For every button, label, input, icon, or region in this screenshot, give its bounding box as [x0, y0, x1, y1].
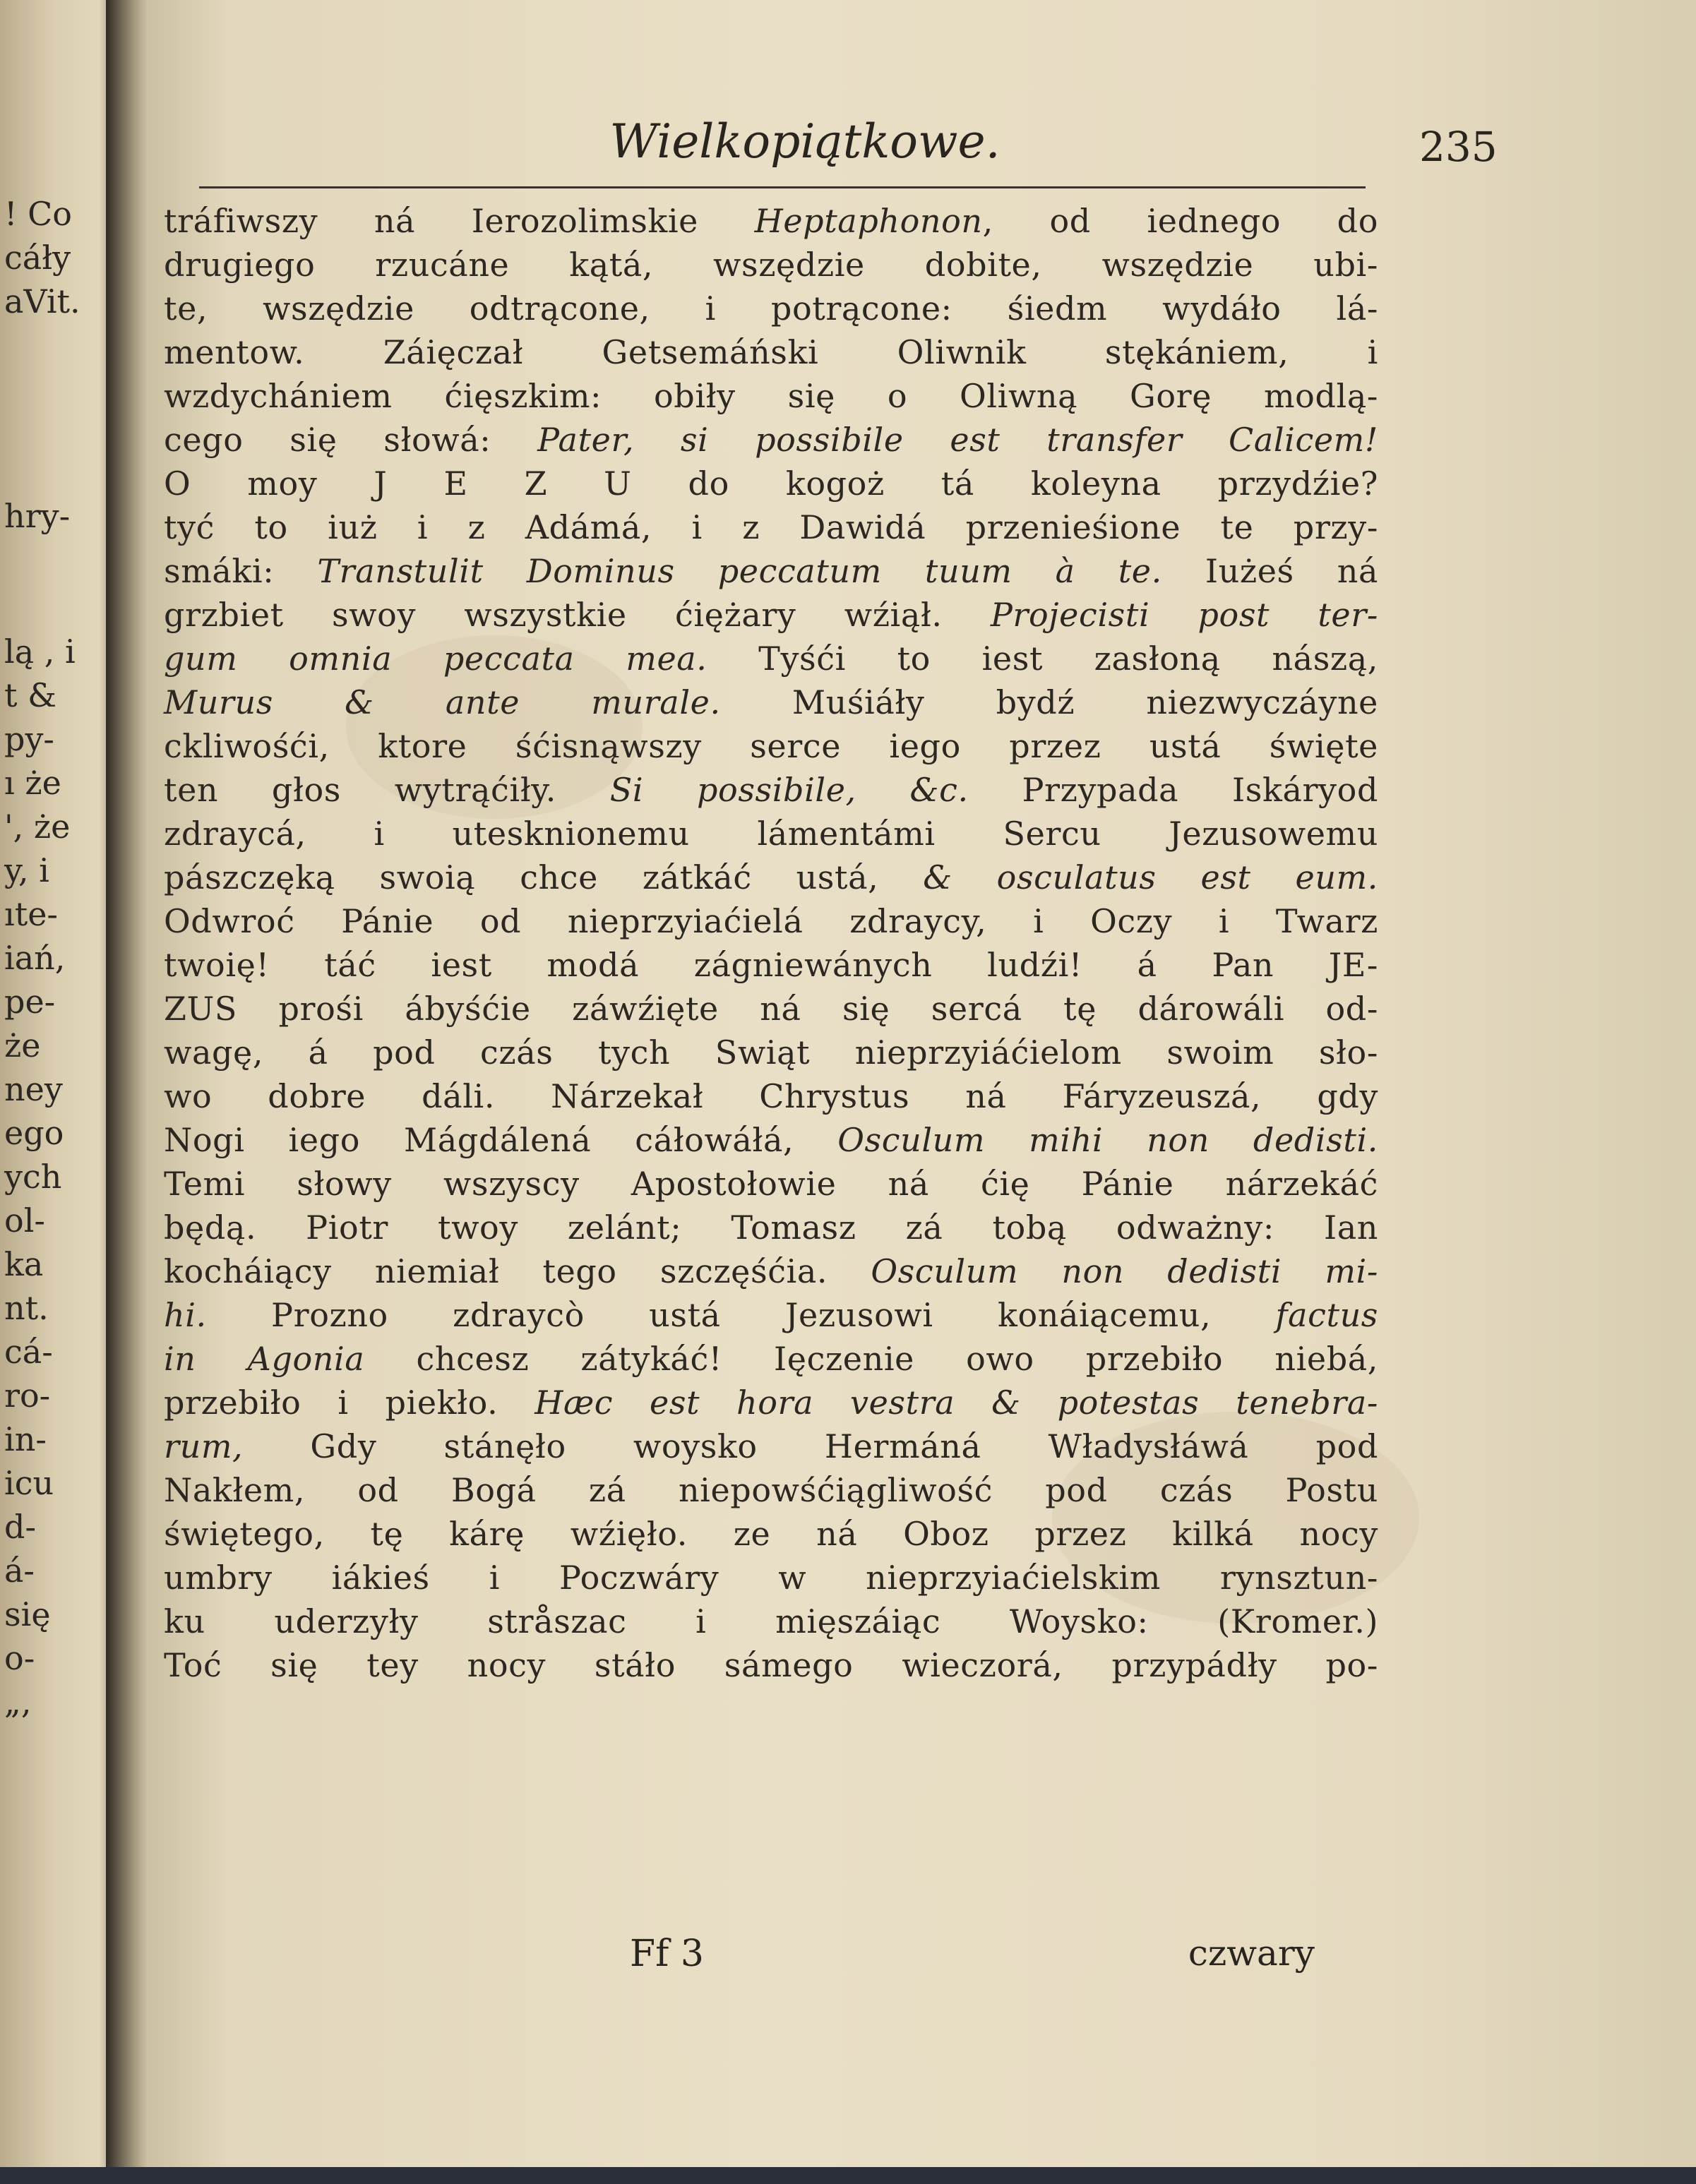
text-run: Tyśći to iest zasłoną nászą,	[707, 640, 1378, 678]
left-page-fragment-line: lą , i	[4, 632, 76, 671]
latin-quote: gum omnia peccata mea.	[164, 640, 707, 678]
text-run: wzdychániem ćięszkim: obiły się o Oliwną Gorę modlą-	[164, 377, 1378, 415]
left-page-fragment-line: ka	[4, 1245, 44, 1283]
text-run: ku uderzyły stråszac i mięszáiąc Woysko: (Kromer.)	[164, 1602, 1378, 1640]
latin-quote: factus	[1275, 1296, 1378, 1334]
left-page-fragment-line: ych	[4, 1158, 62, 1196]
text-run: smáki:	[164, 552, 318, 590]
left-page-fragment-line: ıte-	[4, 895, 58, 933]
left-page-fragment-line: o-	[4, 1639, 35, 1677]
text-line	[164, 593, 1378, 637]
running-header: Wielkopiątkowe.	[609, 114, 1001, 169]
left-page-fragment-line: y, i	[4, 851, 49, 889]
text-run: , od iednego do	[982, 202, 1379, 240]
text-line	[164, 505, 1378, 549]
text-run: grzbiet swoy wszystkie ćiężary wźiął.	[164, 596, 991, 634]
text-line	[164, 462, 1378, 505]
left-page-fragment-line: ego	[4, 1114, 64, 1152]
left-page-fragment-line: ı że	[4, 764, 61, 802]
header-rule	[199, 186, 1366, 188]
text-run: O moy J E Z U do kogoż tá koleyna przydźie?	[164, 464, 1378, 503]
text-line	[164, 812, 1378, 856]
latin-quote: Osculum mihi non dedisti.	[837, 1121, 1378, 1159]
latin-quote: Pater, si possibile est transfer Calicem!	[537, 421, 1378, 459]
left-page-fragment-line: á-	[4, 1552, 35, 1590]
text-run: Prozno zdraycò ustá Jezusowi konáiącemu,	[206, 1296, 1276, 1334]
text-run: Nogi iego Mágdálená cáłowáłá,	[164, 1121, 838, 1159]
latin-quote: Transtulit Dominus peccatum tuum à te.	[317, 552, 1162, 590]
latin-quote: Murus & ante murale.	[164, 683, 721, 721]
left-page-fragment-line: hry-	[4, 497, 71, 535]
left-page-fragment-line: t &	[4, 676, 57, 714]
footer-row	[164, 1933, 1378, 1982]
text-run: wo dobre dáli. Nárzekał Chrystus ná Fáryzeuszá, gdy	[164, 1077, 1378, 1115]
left-page-fragment-line: in-	[4, 1420, 47, 1458]
left-page-fragment-line: cáły	[4, 239, 71, 277]
latin-quote: Heptaphonon	[754, 202, 983, 240]
text-run: Temi słowy wszyscy Apostołowie ná ćię Pánie nárzekáć	[164, 1165, 1378, 1203]
left-page-fragment-line: cá-	[4, 1333, 53, 1371]
text-run: Odwroć Pánie od nieprzyiaćielá zdraycy, i Oczy i Twarz	[164, 902, 1378, 940]
text-run: ZUS prośi ábyśćie záwźięte ná się sercá tę dárowáli od-	[164, 990, 1378, 1028]
text-line	[164, 1118, 1378, 1162]
left-page-fragment-line: ro-	[4, 1376, 51, 1415]
left-page-fragment-line: icu	[4, 1464, 54, 1502]
left-page-fragment-line: że	[4, 1026, 41, 1064]
text-line	[164, 1293, 1378, 1337]
text-run: Nakłem, od Bogá zá niepowśćiągliwość pod czás Postu	[164, 1471, 1378, 1509]
text-run: ckliwośći, ktore śćisnąwszy serce iego przez ustá święte	[164, 727, 1378, 765]
text-run: zdraycá, i utesknionemu lámentámi Sercu Jezusowemu	[164, 815, 1378, 853]
latin-quote: Osculum non dedisti mi-	[871, 1252, 1378, 1290]
text-line	[164, 1074, 1378, 1118]
text-run: Iużeś ná	[1161, 552, 1378, 590]
text-line	[164, 287, 1378, 330]
body-text	[164, 199, 1378, 1687]
text-line	[164, 418, 1378, 462]
text-line	[164, 856, 1378, 899]
text-run: świętego, tę kárę wźięło. ze ná Oboz przez kilká nocy	[164, 1515, 1378, 1553]
text-line	[164, 1381, 1378, 1424]
latin-quote: in Agonia	[164, 1340, 365, 1378]
text-line	[164, 330, 1378, 374]
text-run: drugiego rzucáne kątá, wszędzie dobite, wszędzie ubi-	[164, 246, 1378, 284]
latin-quote: Hæc est hora vestra & potestas tenebra-	[535, 1384, 1378, 1422]
latin-quote: Si possibile, &c.	[609, 771, 969, 809]
latin-quote: hi.	[164, 1296, 207, 1334]
text-line	[164, 1643, 1378, 1687]
catchword: czwary	[1188, 1933, 1315, 1974]
left-page-fragment-line: ney	[4, 1070, 63, 1108]
text-line	[164, 899, 1378, 943]
latin-quote: & osculatus est eum.	[923, 858, 1378, 896]
left-page-fragment-line: aVit.	[4, 282, 80, 320]
text-line	[164, 1512, 1378, 1556]
text-run: tráfiwszy ná Ierozolimskie	[164, 202, 755, 240]
latin-quote: rum,	[164, 1427, 244, 1465]
left-page-fragment-line: iań,	[4, 939, 66, 977]
left-page-fragment-line: ', że	[4, 808, 71, 846]
left-page-fragment-line: nt.	[4, 1289, 49, 1327]
left-page-fragment-line: ! Co	[4, 195, 72, 233]
text-line	[164, 1162, 1378, 1206]
text-line	[164, 1556, 1378, 1600]
text-run: wagę, á pod czás tych Swiąt nieprzyiáćielom swoim sło-	[164, 1033, 1378, 1072]
text-line	[164, 637, 1378, 680]
text-run: chcesz zátykáć! Ięczenie owo przebiło niebá,	[364, 1340, 1378, 1378]
text-run: Muśiáły bydź niezwyczáyne	[720, 683, 1378, 721]
text-line	[164, 549, 1378, 593]
text-line	[164, 768, 1378, 812]
text-run: te, wszędzie odtrącone, i potrącone: śiedm wydáło lá-	[164, 289, 1378, 328]
page-number: 235	[1419, 123, 1498, 171]
text-line	[164, 1468, 1378, 1512]
text-line	[164, 1249, 1378, 1293]
text-run: przebiło i piekło.	[164, 1384, 535, 1422]
signature-mark: Ff 3	[630, 1933, 704, 1975]
text-run: będą. Piotr twoy zelánt; Tomasz zá tobą odważny: Ian	[164, 1208, 1378, 1247]
text-line	[164, 680, 1378, 724]
text-run: umbry iákieś i Poczwáry w nieprzyiaćielskim rynsztun-	[164, 1559, 1378, 1597]
text-line	[164, 943, 1378, 987]
text-run: mentow. Záięczał Getsemáński Oliwnik stękániem, i	[164, 333, 1378, 371]
text-run: Gdy stánęło woysko Hermáná Władysłáwá pod	[243, 1427, 1378, 1465]
text-run: Toć się tey nocy stáło sámego wieczorá, przypádły po-	[164, 1646, 1378, 1684]
text-line	[164, 199, 1378, 243]
latin-quote: Projecisti post ter-	[990, 596, 1378, 634]
text-line	[164, 243, 1378, 287]
text-run: ten głos wytrąćiły.	[164, 771, 610, 809]
text-line	[164, 1424, 1378, 1468]
text-run: tyć to iuż i z Adámá, i z Dawidá przenieśione te przy-	[164, 508, 1378, 546]
left-page-fragment-line: d-	[4, 1508, 36, 1546]
text-line	[164, 987, 1378, 1031]
left-page-fragment-line: się	[4, 1595, 51, 1633]
text-run: pászczęką swoią chce zátkáć ustá,	[164, 858, 924, 896]
text-run: twoię! táć iest modá zágniewánych ludźi! á Pan JE-	[164, 946, 1378, 984]
text-run: kocháiący niemiał tego szczęśćia.	[164, 1252, 871, 1290]
left-page-fragment-line: pe-	[4, 983, 56, 1021]
text-line	[164, 1031, 1378, 1074]
text-run: Przypada Iskáryod	[968, 771, 1378, 809]
text-line	[164, 1206, 1378, 1249]
left-page-fragment-line: ol-	[4, 1201, 45, 1240]
left-page-fragment-line: „,	[4, 1683, 32, 1721]
text-line	[164, 374, 1378, 418]
text-line	[164, 1337, 1378, 1381]
left-page-fragment-line: py-	[4, 720, 54, 758]
text-run: cego się słowá:	[164, 421, 538, 459]
scanner-edge	[0, 2167, 1696, 2184]
text-line	[164, 724, 1378, 768]
text-line	[164, 1600, 1378, 1643]
